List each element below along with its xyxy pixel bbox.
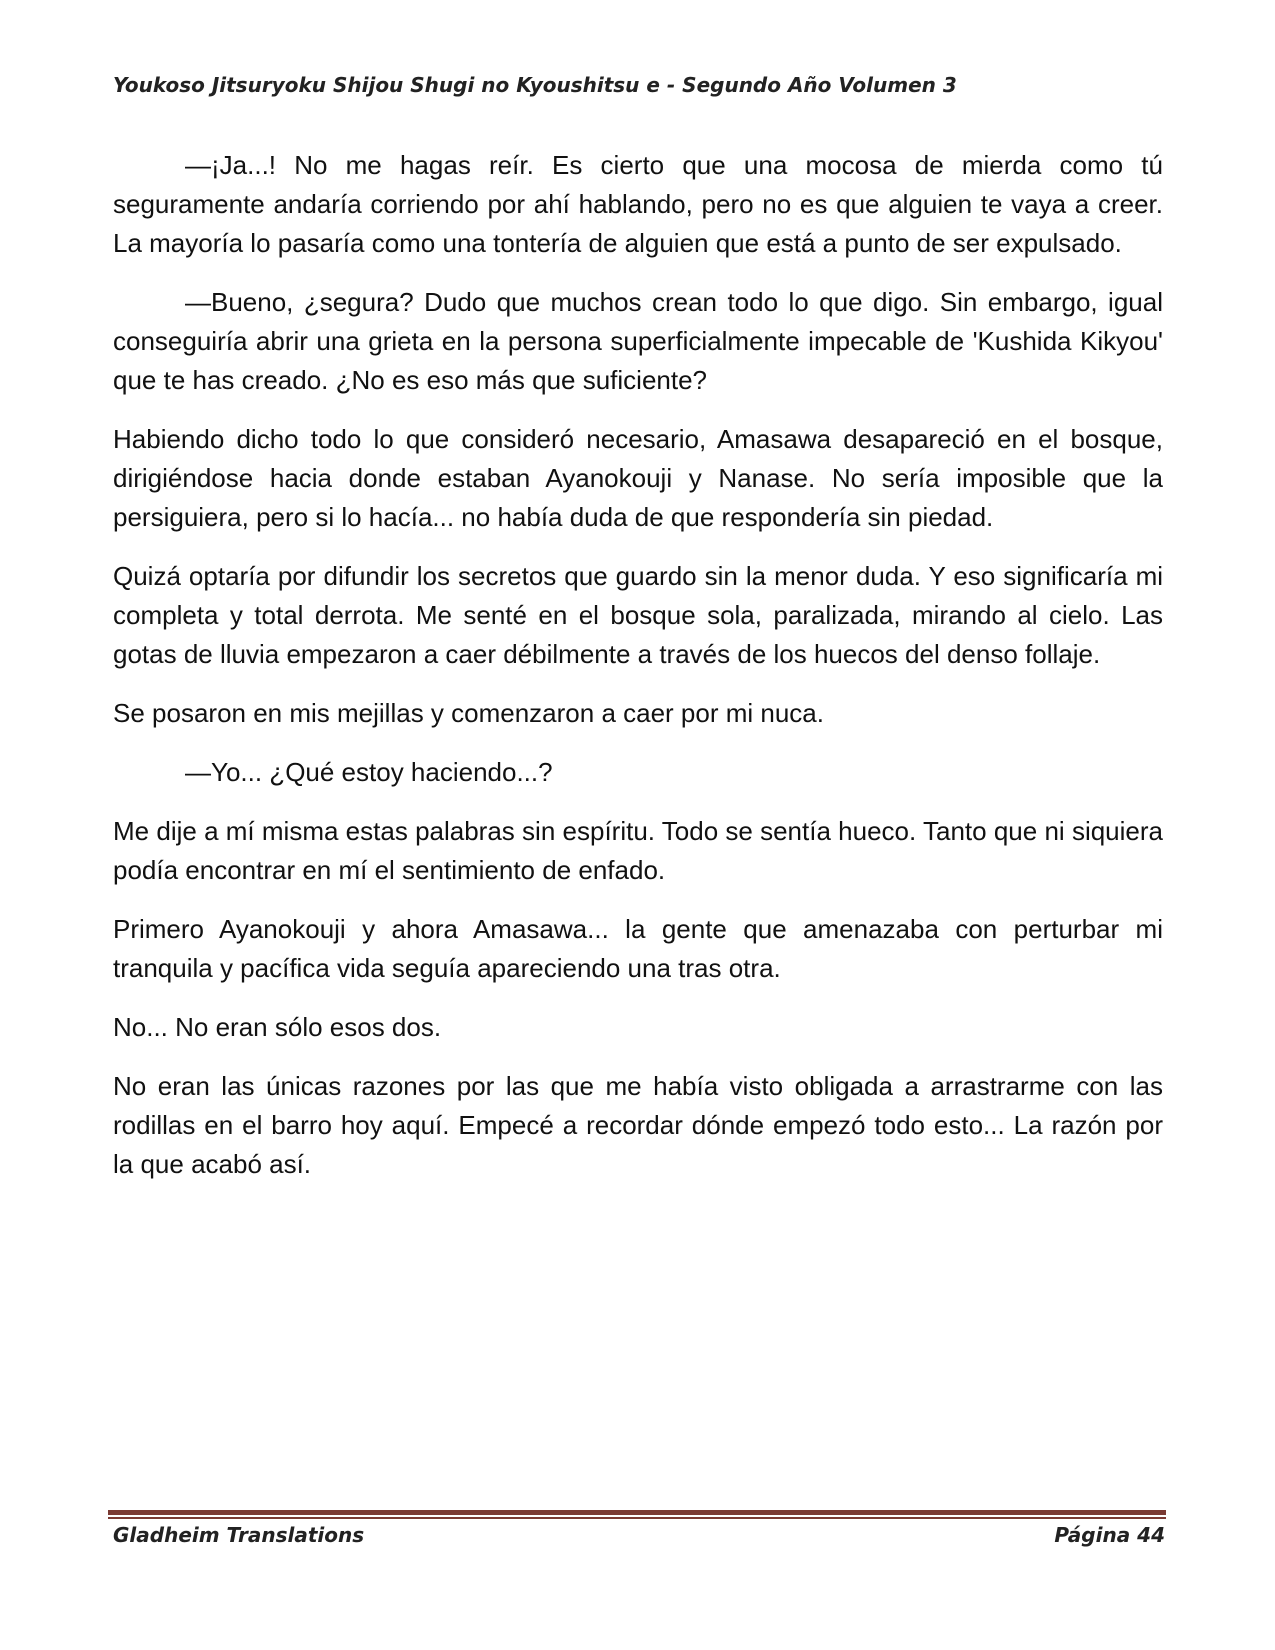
paragraph: Primero Ayanokouji y ahora Amasawa... la gente que amenazaba con perturbar mi tranquila y pacífica vida seguía apareciendo una tras otra. [113,914,1163,983]
paragraph: No eran las únicas razones por las que me había visto obligada a arrastrarme con las rodillas en el barro hoy aquí. Empecé a recordar dónde empezó todo esto... La razón por la que acabó así. [113,1071,1163,1179]
paragraph: Se posaron en mis mejillas y comenzaron a caer por mi nuca. [113,698,824,728]
paragraph-dialogue-3: —Yo... ¿Qué estoy haciendo...? [185,757,553,787]
running-header: Youkoso Jitsuryoku Shijou Shugi no Kyoushitsu e - Segundo Año Volumen 3 [113,73,957,97]
paragraph: Habiendo dicho todo lo que consideró necesario, Amasawa desapareció en el bosque, dirigiéndose hacia donde estaban Ayanokouji y Nanase. No sería imposible que la persiguiera, pero si lo hacía... no había duda de que respondería sin piedad. [113,424,1163,532]
footer-divider [108,1510,1166,1519]
paragraph: Quizá optaría por difundir los secretos que guardo sin la menor duda. Y eso significaría mi completa y total derrota. Me senté en el bosque sola, paralizada, mirando al cielo. Las gotas de lluvia empezaron a caer débilmente a través de los huecos del denso follaje. [113,561,1163,669]
footer-divider-thick [108,1510,1166,1515]
page-number: Página 44 [1054,1523,1165,1547]
paragraph: Me dije a mí misma estas palabras sin espíritu. Todo se sentía hueco. Tanto que ni siquiera podía encontrar en mí el sentimiento de enfado. [113,816,1163,885]
footer-credit: Gladheim Translations [113,1523,365,1547]
paragraph: No... No eran sólo esos dos. [113,1012,442,1042]
body-text [113,146,1163,1204]
paragraph-dialogue-2: —Bueno, ¿segura? Dudo que muchos crean todo lo que digo. Sin embargo, igual conseguiría abrir una grieta en la persona superficialmente impecable de 'Kushida Kikyou' que te has creado. ¿No es eso más que suficiente? [113,287,1163,395]
footer-divider-thin [108,1517,1166,1519]
paragraph-dialogue-1: —¡Ja...! No me hagas reír. Es cierto que una mocosa de mierda como tú seguramente andaría corriendo por ahí hablando, pero no es que alguien te vaya a creer. La mayoría lo pasaría como una tontería de alguien que está a punto de ser expulsado. [113,150,1163,258]
